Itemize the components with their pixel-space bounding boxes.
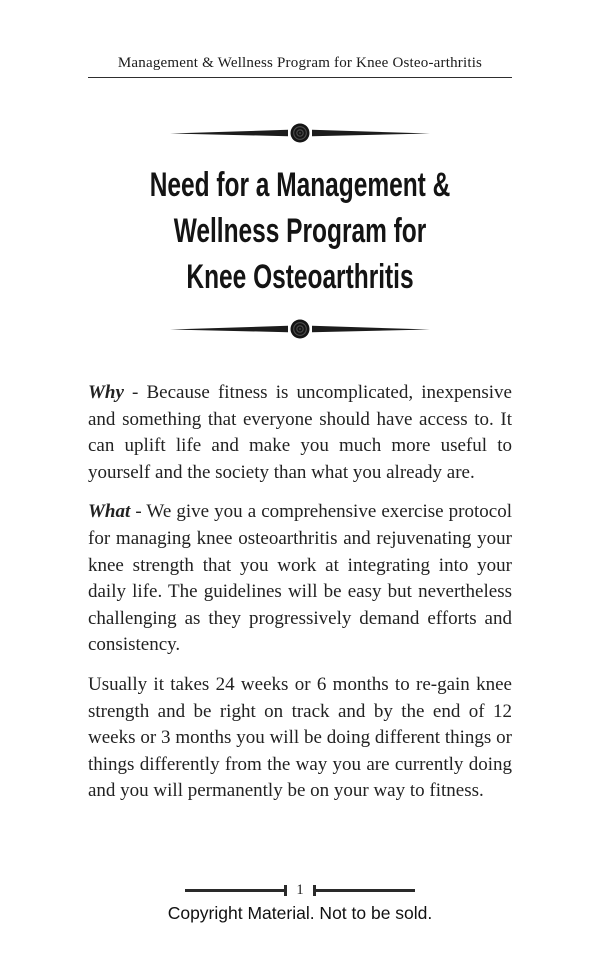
paragraph-why-lead: Why xyxy=(88,382,124,403)
paragraph-what-lead: What xyxy=(88,501,131,523)
copyright-notice: Copyright Material. Not to be sold. xyxy=(167,903,433,923)
body-copy xyxy=(88,380,512,805)
page-number-rule-right-line xyxy=(316,889,415,892)
chapter-title-line-2: Wellness Program for xyxy=(173,212,427,250)
chapter-title-line-3: Knee Osteoarthritis xyxy=(186,258,414,296)
divider-left-taper xyxy=(170,326,288,332)
paragraph-timeline xyxy=(88,672,512,805)
paragraph-what-text: - We give you a comprehensive exercise protocol for managing knee osteoarthritis and rejuvenating your knee strength that you work at integrating into your daily life. The guidelines will be easy but nevertheless challenging as they progressively demand efforts and consistency. xyxy=(88,501,512,656)
page-number-rule-left-line xyxy=(185,889,284,892)
divider-left-taper xyxy=(170,130,288,136)
paragraph-what xyxy=(88,499,512,659)
page-footer xyxy=(0,884,600,960)
chapter-title-line-1: Need for a Management & xyxy=(149,166,451,204)
rosette-icon xyxy=(291,320,310,339)
paragraph-why-text: - Because fitness is uncomplicated, inexpensive and something that everyone should have access to. It can uplift life and make you much more useful to yourself and the society than what you already are. xyxy=(88,382,512,483)
ornamental-divider-bottom xyxy=(170,314,430,344)
ornamental-divider-top xyxy=(170,118,430,148)
divider-right-taper xyxy=(312,326,430,332)
chapter-title xyxy=(84,162,516,300)
paragraph-why xyxy=(88,380,512,486)
page-number: 1 xyxy=(296,882,304,898)
rosette-icon xyxy=(291,124,310,143)
running-header: Management & Wellness Program for Knee Osteo-arthritis xyxy=(88,55,512,78)
paragraph-timeline-text: Usually it takes 24 weeks or 6 months to re-gain knee strength and be right on track and by the end of 12 weeks or 3 months you will be doing different things or things differently from the way you are currently doing and you will permanently be on your way to fitness. xyxy=(88,673,512,802)
divider-right-taper xyxy=(312,130,430,136)
page-number-rule xyxy=(185,884,415,897)
